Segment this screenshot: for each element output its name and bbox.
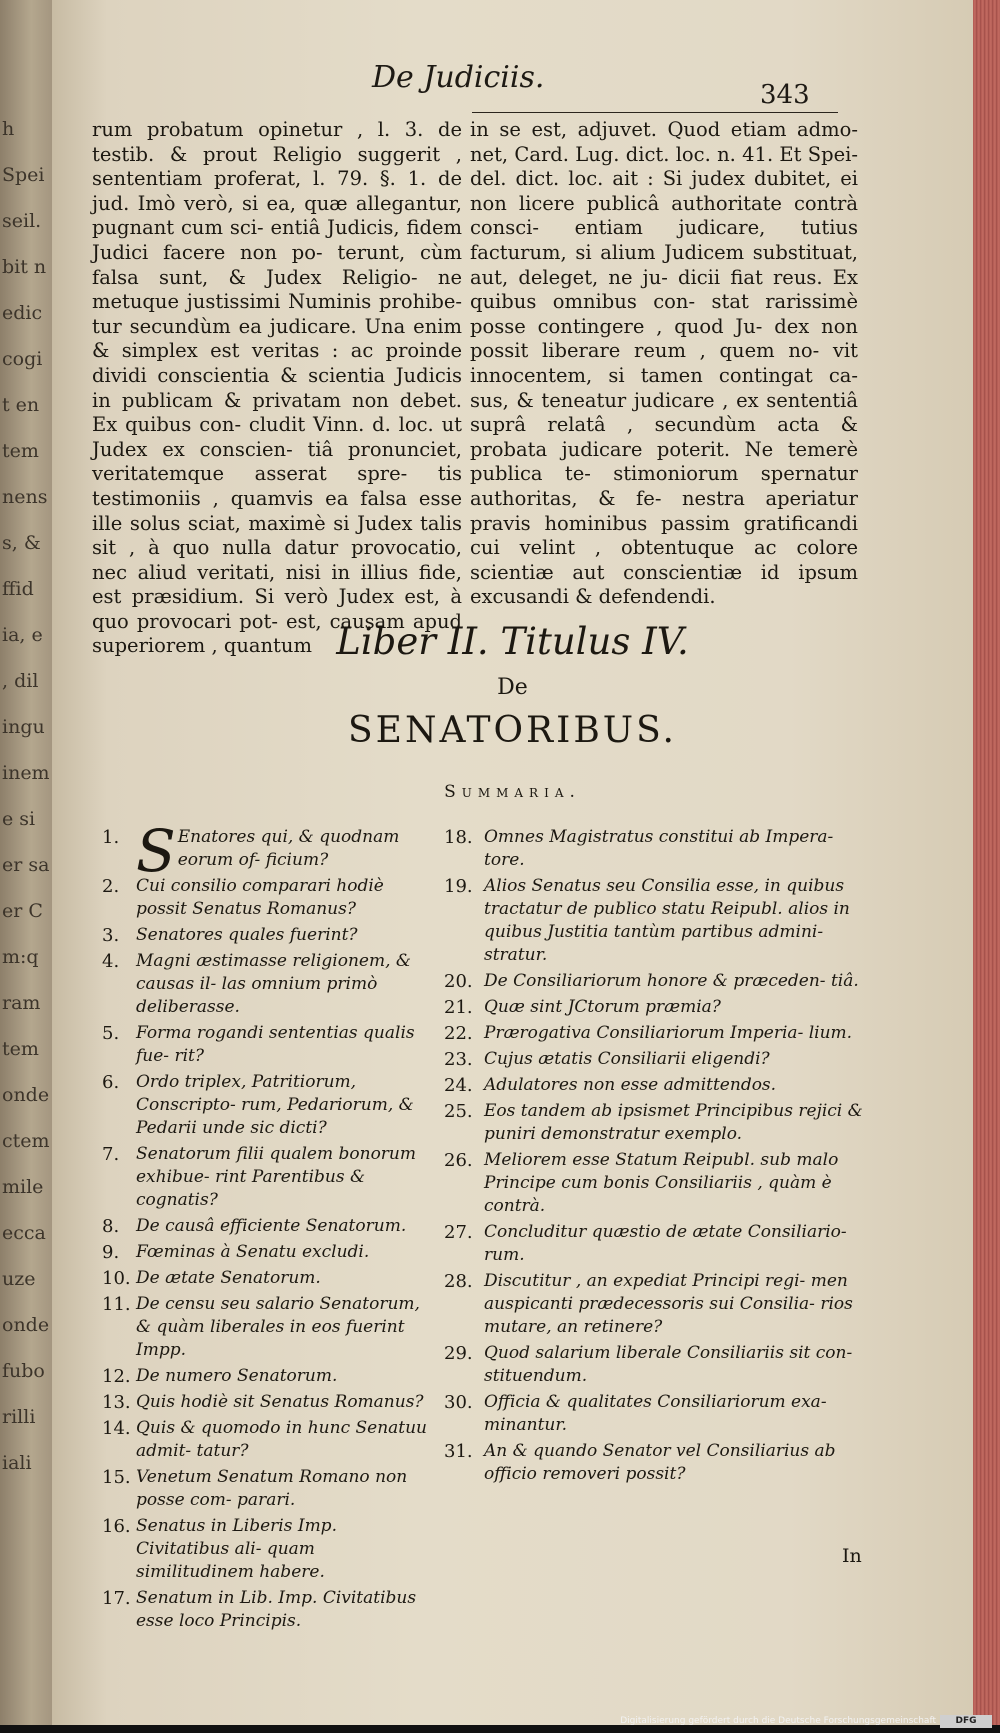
dfg-logo: DFG: [940, 1715, 992, 1728]
summary-entry: [422, 1048, 872, 1071]
left-page-fragment: onde: [2, 1314, 50, 1336]
summary-entry: [52, 1293, 432, 1362]
summary-number: 7.: [102, 1144, 120, 1165]
summary-entry: [52, 1391, 432, 1414]
summary-entry: [52, 1241, 432, 1264]
summary-text: Venetum Senatum Romano non posse com- parari.: [136, 1467, 408, 1510]
summary-text: De Consiliariorum honore & præceden- tiâ.: [484, 971, 859, 991]
left-page-fragment: ecca: [2, 1222, 46, 1244]
left-page-fragment: s, &: [2, 532, 41, 554]
page-number: 343: [760, 80, 810, 110]
summary-entry: [52, 1215, 432, 1238]
summary-number: 27.: [444, 1222, 473, 1243]
left-page-fragment: Spei: [2, 164, 45, 186]
summary-text: De censu seu salario Senatorum, & quàm liberales in eos fuerint Impp.: [136, 1294, 420, 1360]
left-page-fragment: nens: [2, 486, 48, 508]
summary-number: 11.: [102, 1294, 131, 1315]
left-page-fragment: inem: [2, 762, 50, 784]
summary-number: 23.: [444, 1049, 473, 1070]
left-page-fragment: tem: [2, 440, 39, 462]
summary-entry: [422, 996, 872, 1019]
left-page-fragment: ffid: [2, 578, 34, 600]
catchword: In: [842, 1545, 862, 1567]
left-page-fragment: uze: [2, 1268, 36, 1290]
summary-entry: [422, 1149, 872, 1218]
left-page-fragment: rilli: [2, 1406, 36, 1428]
summary-entry: [52, 1071, 432, 1140]
footer-credit: Digitalisierung gefördert durch die Deutsche Forschungsgemeinschaft: [620, 1716, 936, 1726]
summary-entry: [422, 970, 872, 993]
summary-text: Alios Senatus seu Consilia esse, in quibus tractatur de publico statu Reipubl. alios in quibus Justitia tantùm partibus admini- stratur.: [484, 876, 850, 965]
summary-text: Enatores qui, & quodnam eorum of- ficium?: [177, 827, 400, 870]
summary-number: 3.: [102, 925, 120, 946]
summary-entry: [422, 1221, 872, 1267]
left-page-fragment: t en: [2, 394, 40, 416]
summary-number: 13.: [102, 1392, 131, 1413]
summary-text: Ordo triplex, Patritiorum, Conscripto- rum, Pedariorum, & Pedarii unde sic dicti?: [136, 1072, 414, 1138]
left-page-fragment: , dil: [2, 670, 39, 692]
de-heading: De: [497, 675, 528, 700]
summary-number: 4.: [102, 951, 120, 972]
left-page-fragment: m:q: [2, 946, 39, 968]
left-page-fragment: tem: [2, 1038, 39, 1060]
left-page-fragment: ingu: [2, 716, 45, 738]
right-column-text: in se est, adjuvet. Quod etiam admo- net, Card. Lug. dict. loc. n. 41. Et Spei- del. dict. loc. ait : Si judex dubitet, ei non licere publicâ authoritate contrà consci- entiam judicare, tutius facturum, si alium Judicem substituat, aut, deleget, ne ju- dicii fiat reus. Ex quibus omnibus con- stat rarissimè posse contingere , quod Ju- dex non possit liberare reum , quem no- vit innocentem, si tamen contingat ca- sus, & teneatur judicare , ex sententiâ suprâ relatâ , secundùm acta & probata judicare poterit. Ne temerè publica te- stimoniorum spernatur authoritas, & fe- nestra aperiatur pravis hominibus passim gratificandi cui velint , obtentuque ac colore scientiæ aut conscientiæ id ipsum excusandi & defendendi.: [470, 118, 858, 609]
left-page-fragment: ctem: [2, 1130, 50, 1152]
summary-entry: [422, 1022, 872, 1045]
summary-text: Senatum in Lib. Imp. Civitatibus esse loco Principis.: [136, 1588, 417, 1631]
summary-number: 6.: [102, 1072, 120, 1093]
summary-text: Cujus ætatis Consiliarii eligendi?: [484, 1049, 770, 1069]
book-edge: [973, 0, 1000, 1725]
summary-number: 25.: [444, 1101, 473, 1122]
summary-number: 8.: [102, 1216, 120, 1237]
summary-entry: [422, 1100, 872, 1146]
summary-entry: [52, 1143, 432, 1212]
summary-entry: [52, 924, 432, 947]
left-page-fragment: er sa: [2, 854, 50, 876]
left-page-fragment: er C: [2, 900, 43, 922]
summary-text: Quis & quomodo in hunc Senatuu admit- tatur?: [136, 1418, 428, 1461]
summary-list-left: [52, 817, 432, 1636]
summary-text: Discutitur , an expediat Principi regi- men auspicanti prædecessoris sui Consilia- rios mutare, an retinere?: [484, 1271, 853, 1337]
summary-entry: [52, 1267, 432, 1290]
summary-number: 9.: [102, 1242, 120, 1263]
left-page-fragment: fubo: [2, 1360, 45, 1382]
summaria-heading: Summaria.: [444, 782, 581, 802]
right-text-column: [470, 118, 858, 610]
summary-entry: [52, 1365, 432, 1388]
summary-number: 17.: [102, 1588, 131, 1609]
summary-number: 20.: [444, 971, 473, 992]
left-page-fragment: bit n: [2, 256, 47, 278]
summary-entry: [422, 1270, 872, 1339]
footer-bar: [0, 1725, 1000, 1733]
summary-text: Quis hodiè sit Senatus Romanus?: [136, 1392, 424, 1412]
summary-text: Officia & qualitates Consiliariorum exa- minantur.: [484, 1392, 827, 1435]
left-page-fragment: h: [2, 118, 15, 140]
summary-number: 5.: [102, 1023, 120, 1044]
summary-text: De numero Senatorum.: [136, 1366, 338, 1386]
summary-entry: [52, 1022, 432, 1068]
summary-number: 18.: [444, 827, 473, 848]
summary-number: 16.: [102, 1516, 131, 1537]
summary-number: 22.: [444, 1023, 473, 1044]
summary-number: 29.: [444, 1343, 473, 1364]
summary-entry: [52, 1466, 432, 1512]
left-page-fragment: mile: [2, 1176, 44, 1198]
left-page-edge: [0, 0, 52, 1725]
summary-entry: [52, 950, 432, 1019]
summary-text: Fœminas à Senatu excludi.: [136, 1242, 370, 1262]
summary-text: Senatorum filii qualem bonorum exhibue- rint Parentibus & cognatis?: [136, 1144, 416, 1210]
summary-number: 28.: [444, 1271, 473, 1292]
left-page-fragment: seil.: [2, 210, 42, 232]
summary-text: Forma rogandi sententias qualis fue- rit?: [136, 1023, 415, 1066]
summary-entry: [52, 817, 432, 885]
summary-entry: [422, 1391, 872, 1437]
summary-entry: [52, 1417, 432, 1463]
summary-text: Adulatores non esse admittendos.: [484, 1075, 777, 1095]
book-page: [52, 0, 973, 1725]
running-head: De Judiciis.: [372, 60, 545, 95]
summary-text: Omnes Magistratus constitui ab Impera- tore.: [484, 827, 834, 870]
summary-text: Meliorem esse Statum Reipubl. sub malo Principe cum bonis Consiliariis , quàm è contrà.: [484, 1150, 839, 1216]
drop-cap: S: [136, 817, 176, 885]
summary-text: Eos tandem ab ipsismet Principibus rejici & puniri demonstratur exemplo.: [484, 1101, 863, 1144]
summary-text: De causâ efficiente Senatorum.: [136, 1216, 407, 1236]
left-text-column: [92, 118, 462, 659]
summary-list-right: [422, 826, 872, 1489]
summary-number: 24.: [444, 1075, 473, 1096]
summary-text: Magni æstimasse religionem, & causas il- las omnium primò deliberasse.: [136, 951, 412, 1017]
left-page-fragment: cogi: [2, 348, 43, 370]
summary-entry: [422, 1440, 872, 1486]
summary-number: 15.: [102, 1467, 131, 1488]
summary-entry: [422, 826, 872, 872]
summary-entry: [52, 1515, 432, 1584]
summary-entry: [52, 875, 432, 921]
summary-text: Concluditur quæstio de ætate Consiliario- rum.: [484, 1222, 847, 1265]
summary-text: Cui consilio comparari hodiè possit Senatus Romanus?: [136, 876, 384, 919]
summary-number: 2.: [102, 876, 120, 897]
summary-entry: [52, 1587, 432, 1633]
summary-text: Senatores quales fuerint?: [136, 925, 358, 945]
summary-text: Quæ sint JCtorum præmia?: [484, 997, 721, 1017]
left-column-text: rum probatum opinetur , l. 3. de testib. & prout Religio suggerit , sententiam proferat, l. 79. §. 1. de jud. Imò verò, si ea, quæ allegantur, pugnant cum sci- entiâ Judicis, fidem Judici facere non po- terunt, cùm falsa sunt, & Judex Religio- ne metuque justissimi Numinis prohibe- tur secundùm ea judicare. Una enim & simplex est veritas : ac proinde dividi conscientia & scientia Judicis in publicam & privatam non debet. Ex quibus con- cludit Vinn. d. loc. ut Judex ex conscien- tiâ pronunciet, veritatemque asserat spre- tis testimoniis , quamvis ea falsa esse ille solus sciat, maximè si Judex talis sit , à quo nulla datur provocatio, nec aliud veritati, nisi in illius fide, est præsidium. Si verò Judex est, à quo provocari pot- est, causam apud superiorem , quantum: [92, 118, 462, 658]
summary-text: An & quando Senator vel Consiliarius ab officio removeri possit?: [484, 1441, 836, 1484]
summary-text: De ætate Senatorum.: [136, 1268, 321, 1288]
left-page-fragment: ia, e: [2, 624, 43, 646]
summary-text: Quod salarium liberale Consiliariis sit con- stituendum.: [484, 1343, 853, 1386]
main-title: SENATORIBUS.: [348, 710, 677, 751]
summary-entry: [422, 1342, 872, 1388]
left-page-fragment: ram: [2, 992, 41, 1014]
summary-text: Prærogativa Consiliariorum Imperia- lium.: [484, 1023, 853, 1043]
left-page-fragment: onde: [2, 1084, 50, 1106]
left-page-fragment: iali: [2, 1452, 32, 1474]
left-page-fragment: e si: [2, 808, 36, 830]
book-heading: Liber II. Titulus IV.: [336, 620, 689, 663]
summary-number: 10.: [102, 1268, 131, 1289]
summary-number: 14.: [102, 1418, 131, 1439]
summary-entry: [422, 875, 872, 967]
summary-number: 12.: [102, 1366, 131, 1387]
summary-number: 21.: [444, 997, 473, 1018]
summary-number: 19.: [444, 876, 473, 897]
summary-number: 31.: [444, 1441, 473, 1462]
summary-number: 30.: [444, 1392, 473, 1413]
header-rule: [472, 112, 838, 113]
summary-text: Senatus in Liberis Imp. Civitatibus ali- quam similitudinem habere.: [136, 1516, 337, 1582]
summary-number: 1.: [102, 827, 120, 848]
left-page-fragment: edic: [2, 302, 43, 324]
summary-entry: [422, 1074, 872, 1097]
summary-number: 26.: [444, 1150, 473, 1171]
